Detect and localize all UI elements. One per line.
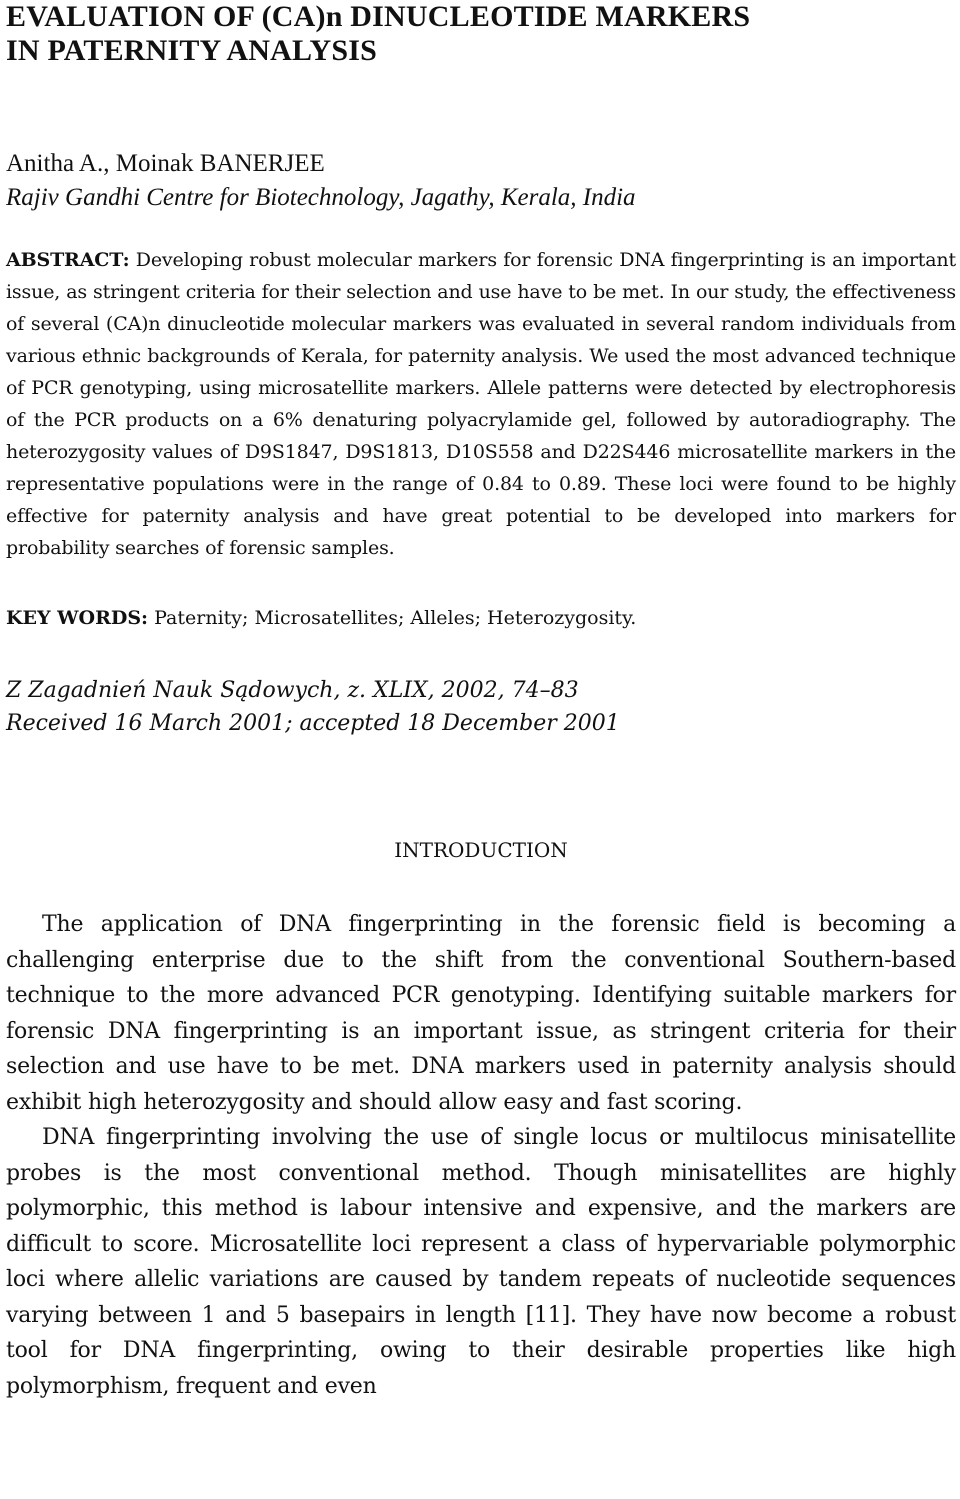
paper-title-line-1: EVALUATION OF (CA)n DINUCLEOTIDE MARKERS [6, 0, 751, 33]
keywords-text: Paternity; Microsatellites; Alleles; Heterozygosity. [148, 607, 637, 629]
paper-title [6, 0, 956, 68]
author-list: Anitha A., Moinak BANERJEE [6, 150, 325, 177]
author-affiliation: Rajiv Gandhi Centre for Biotechnology, Jagathy, Kerala, India [6, 184, 636, 211]
section-heading-introduction: INTRODUCTION [394, 838, 568, 862]
abstract-text: Developing robust molecular markers for forensic DNA fingerprinting is an important issue, as stringent criteria for their selection and use have to be met. In our study, the effectiveness of several (CA)n dinucleotide molecular markers was evaluated in several random individuals from various ethnic backgrounds of Kerala, for paternity analysis. We used the most advanced technique of PCR genotyping, using microsatellite markers. Allele patterns were detected by electrophoresis of the PCR products on a 6% denaturing polyacrylamide gel, followed by autoradiography. The heterozygosity values of D9S1847, D9S1813, D10S558 and D22S446 microsatellite markers in the representative populations were in the range of 0.84 to 0.89. These loci were found to be highly effective for paternity analysis and have great potential to be developed into markers for probability searches of forensic samples. [6, 249, 956, 559]
paper-title-line-2: IN PATERNITY ANALYSIS [6, 34, 377, 67]
received-dates: Received 16 March 2001; accepted 18 December 2001 [6, 711, 620, 736]
paper-page [6, 0, 956, 1404]
introduction-body [6, 907, 956, 1404]
abstract [6, 244, 956, 564]
introduction-paragraph-1: The application of DNA fingerprinting in the forensic field is becoming a challenging enterprise due to the shift from the conventional Southern-based technique to the more advanced PCR genotyping. Identifying suitable markers for forensic DNA fingerprinting is an important issue, as stringent criteria for their selection and use have to be met. DNA markers used in paternity analysis should exhibit high heterozygosity and should allow easy and fast scoring. [6, 912, 956, 1115]
citation-block [6, 674, 956, 740]
keywords-label: KEY WORDS: [6, 607, 149, 629]
introduction-paragraph-2: DNA fingerprinting involving the use of single locus or multilocus minisatellite probes is the most conventional method. Though minisatellites are highly polymorphic, this method is labour intensive and expensive, and the markers are difficult to score. Microsatellite loci represent a class of hypervariable polymorphic loci where allelic variations are caused by tandem repeats of nucleotide sequences varying between 1 and 5 basepairs in length [11]. They have now become a robust tool for DNA fingerprinting, owing to their desirable properties like high polymorphism, frequent and even [6, 1125, 956, 1399]
journal-citation: Z Zagadnień Nauk Sądowych, z. XLIX, 2002, 74–83 [6, 678, 579, 703]
keywords [6, 602, 956, 634]
abstract-label: ABSTRACT: [6, 249, 130, 271]
